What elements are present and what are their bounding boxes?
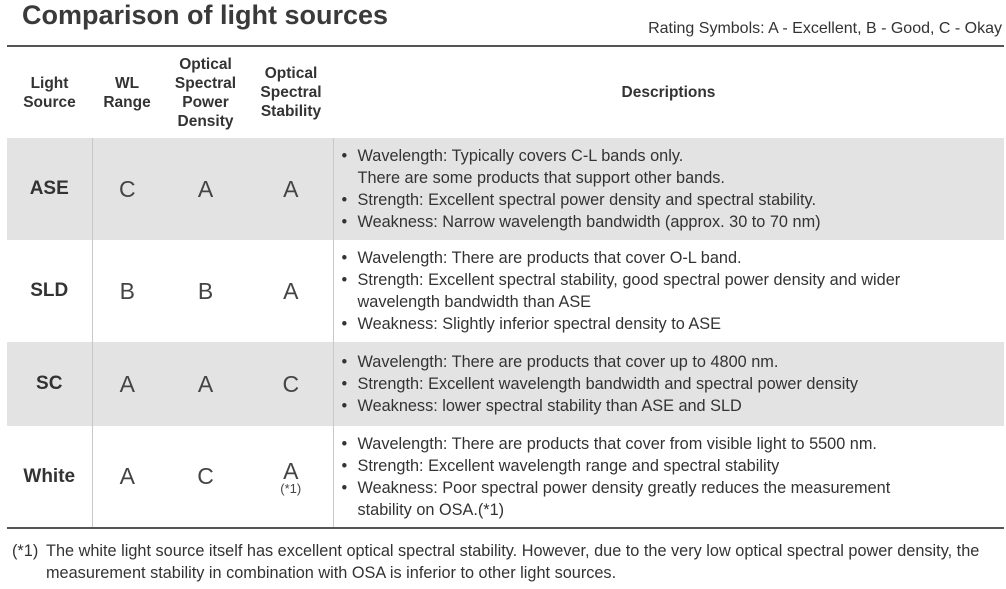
description-text: Strength: Excellent spectral power density and spectral stability.: [357, 191, 817, 209]
header-descriptions: Descriptions: [621, 84, 716, 101]
header-optical-spectral-power-density: [162, 46, 249, 138]
header-line: WL: [114, 74, 140, 92]
bullet-icon: •: [341, 249, 348, 267]
wl-range-rating: A: [92, 342, 162, 426]
description-bullet: [342, 189, 1005, 211]
description-text: Wavelength: There are products that cover up to 4800 nm.: [357, 353, 779, 371]
light-source-cell: ASE: [7, 138, 92, 240]
description-text: Strength: Excellent spectral stability, good spectral power density and wider: [357, 271, 901, 289]
power-density-rating: B: [197, 277, 214, 304]
header-line: Source: [23, 93, 76, 111]
stability-rating: [249, 426, 333, 528]
header-line: Light: [30, 74, 69, 92]
description-text: Strength: Excellent wavelength bandwidth and spectral power density: [357, 375, 858, 393]
bullet-icon: •: [341, 315, 348, 333]
table-row-ase: [7, 138, 1004, 240]
header-light-source: [7, 46, 92, 138]
header-line: Spectral: [174, 74, 237, 92]
rating-symbols-legend: Rating Symbols: A - Excellent, B - Good, C - Okay: [648, 20, 1002, 37]
description-text: wavelength bandwidth than ASE: [357, 293, 592, 311]
light-source-cell: SLD: [7, 240, 92, 342]
bullet-icon: •: [341, 271, 348, 289]
header-line: Spectral: [260, 84, 322, 101]
description-bullet: [342, 211, 1005, 233]
description-text: stability on OSA.(*1): [357, 500, 505, 519]
header-wl-range: [92, 46, 162, 138]
description-cell: [333, 138, 1004, 240]
stability-rating: A: [249, 240, 333, 342]
bullet-icon: •: [341, 147, 348, 165]
description-cell: [333, 426, 1004, 528]
description-bullet: [342, 145, 1005, 189]
description-bullet: [342, 313, 1005, 335]
description-text: Weakness: Narrow wavelength bandwidth (approx. 30 to 70 nm): [357, 213, 821, 231]
footnote-reference: (*1): [280, 481, 302, 496]
power-density-rating: A: [162, 342, 249, 426]
description-text: Strength: Excellent wavelength range and spectral stability: [357, 456, 780, 475]
light-source-cell: White: [7, 426, 92, 528]
description-bullet: [342, 373, 1005, 395]
bullet-icon: •: [341, 397, 348, 415]
description-bullet: [342, 395, 1005, 417]
description-cell: [333, 240, 1004, 342]
description-text: Wavelength: There are products that cover O-L band.: [357, 249, 742, 267]
stability-rating-value: A: [283, 458, 299, 484]
header-line: Stability: [260, 103, 322, 120]
header-line: Optical: [179, 55, 232, 73]
header-line: Power: [182, 93, 229, 111]
bullet-icon: •: [341, 375, 348, 393]
stability-rating: A: [249, 138, 333, 240]
wl-range-rating: A: [119, 463, 135, 489]
description-text: Weakness: Slightly inferior spectral density to ASE: [357, 315, 721, 333]
header-line: Density: [177, 112, 234, 130]
stability-rating: C: [249, 342, 333, 426]
description-bullet: [342, 455, 1005, 477]
description-text: Weakness: Poor spectral power density greatly reduces the measurement: [357, 478, 891, 497]
bullet-icon: •: [341, 456, 348, 475]
bullet-icon: •: [341, 434, 348, 453]
page-title: Comparison of light sources: [22, 0, 389, 30]
bullet-icon: •: [341, 213, 348, 231]
description-bullet: [342, 247, 1005, 269]
description-text: Wavelength: There are products that cover from visible light to 5500 nm.: [357, 434, 877, 453]
light-source-cell: SC: [7, 342, 92, 426]
bullet-icon: •: [341, 478, 348, 497]
wl-range-rating: C: [92, 138, 162, 240]
description-bullet: [342, 269, 1005, 313]
header-line: Optical: [264, 65, 318, 82]
table-row-white: [7, 426, 1004, 528]
table-row-sc: [7, 342, 1004, 426]
bullet-icon: •: [341, 353, 348, 371]
table-row-sld: [7, 240, 1004, 342]
description-bullet: [342, 477, 1005, 521]
footnote-mark: (*1): [12, 542, 39, 560]
header-line: Range: [103, 93, 151, 111]
description-text: There are some products that support other bands.: [357, 169, 725, 187]
wl-range-rating: B: [119, 277, 135, 304]
power-density-rating: C: [197, 463, 214, 489]
comparison-table: [7, 45, 1004, 529]
power-density-rating: A: [162, 138, 249, 240]
description-cell: [333, 342, 1004, 426]
description-text: Weakness: lower spectral stability than ASE and SLD: [357, 397, 742, 415]
description-bullet: [342, 433, 1005, 455]
footnote-text: The white light source itself has excellent optical spectral stability. However, due to the very low optical spectral power density, the measurement stability in combination with OSA is inferior to other light sources.: [46, 542, 980, 582]
description-text: Wavelength: Typically covers C-L bands only.: [357, 147, 684, 165]
bullet-icon: •: [341, 191, 348, 209]
footnote: [12, 540, 992, 584]
header-optical-spectral-stability: [249, 46, 333, 138]
description-bullet: [342, 351, 1005, 373]
header-row: [7, 46, 1004, 138]
